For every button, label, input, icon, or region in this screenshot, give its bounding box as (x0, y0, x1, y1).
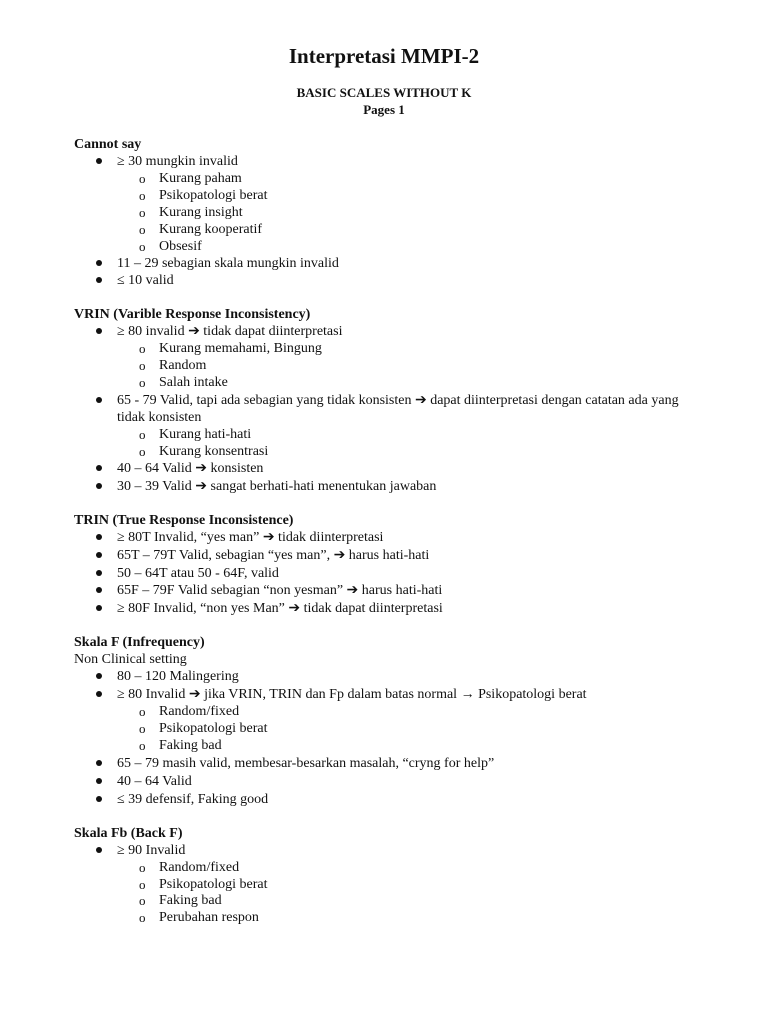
bullet-icon (96, 534, 102, 540)
section-heading-skala-f: Skala F (Infrequency) (74, 635, 205, 650)
sub-bullet-icon: o (139, 171, 146, 186)
sub-bullet-icon: o (139, 188, 146, 203)
sub-bullet-icon: o (139, 877, 146, 892)
sub-bullet-icon: o (139, 860, 146, 875)
bullet-icon (96, 277, 102, 283)
sub-bullet-icon: o (139, 205, 146, 220)
list-item: 11 – 29 sebagian skala mungkin invalid (117, 256, 339, 271)
list-item: 65 – 79 masih valid, membesar-besarkan masalah, “cryng for help” (117, 756, 495, 771)
sub-list-item: Random (159, 358, 207, 373)
sub-bullet-icon: o (139, 358, 146, 373)
bullet-icon (96, 397, 102, 403)
sub-list-item: Psikopatologi berat (159, 877, 268, 892)
sub-bullet-icon: o (139, 910, 146, 925)
list-item: 40 – 64 Valid ➔ konsisten (117, 461, 264, 476)
list-item: ≥ 80T Invalid, “yes man” ➔ tidak diinterpretasi (117, 530, 384, 545)
sub-bullet-icon: o (139, 704, 146, 719)
list-item: 65 - 79 Valid, tapi ada sebagian yang tidak konsisten ➔ dapat diinterpretasi dengan catatan ada yang tidak konsisten (117, 393, 679, 425)
bullet-icon (96, 158, 102, 164)
sub-bullet-icon: o (139, 239, 146, 254)
document-title: Interpretasi MMPI-2 (288, 44, 480, 68)
bullet-icon (96, 847, 102, 853)
section-heading-cannot-say: Cannot say (74, 137, 142, 152)
list-item: ≥ 80F Invalid, “non yes Man” ➔ tidak dapat diinterpretasi (117, 601, 443, 616)
list-item: 40 – 64 Valid (117, 774, 192, 789)
bullet-icon (96, 570, 102, 576)
sub-list-item: Psikopatologi berat (159, 188, 268, 203)
bullet-icon (96, 587, 102, 593)
bullet-icon (96, 328, 102, 334)
sub-bullet-icon: o (139, 427, 146, 442)
page-label: Pages 1 (363, 102, 405, 117)
sub-list-item: Kurang hati-hati (159, 427, 252, 442)
document-subtitle: BASIC SCALES WITHOUT K (296, 85, 472, 100)
bullet-icon (96, 796, 102, 802)
list-item: 50 – 64T atau 50 - 64F, valid (117, 566, 279, 581)
section-heading-trin: TRIN (True Response Inconsistence) (74, 513, 294, 528)
sub-list-item: Obsesif (159, 239, 202, 254)
list-item: ≥ 90 Invalid (117, 843, 186, 858)
sub-list-item: Random/fixed (159, 860, 240, 875)
list-item: ≥ 30 mungkin invalid (117, 154, 238, 169)
list-item: ≤ 39 defensif, Faking good (117, 792, 269, 807)
sub-list-item: Kurang insight (159, 205, 243, 220)
bullet-icon (96, 260, 102, 266)
section-heading-skala-fb: Skala Fb (Back F) (74, 826, 183, 841)
sub-list-item: Psikopatologi berat (159, 721, 268, 736)
list-item: 65T – 79T Valid, sebagian “yes man”, ➔ harus hati-hati (117, 548, 430, 563)
sub-list-item: Faking bad (159, 893, 222, 908)
section-note: Non Clinical setting (74, 652, 187, 667)
sub-list-item: Salah intake (159, 375, 228, 390)
bullet-icon (96, 552, 102, 558)
sub-list-item: Kurang konsentrasi (159, 444, 269, 459)
sub-list-item: Kurang paham (159, 171, 242, 186)
sub-bullet-icon: o (139, 738, 146, 753)
sub-list-item: Faking bad (159, 738, 222, 753)
bullet-icon (96, 673, 102, 679)
sub-bullet-icon: o (139, 222, 146, 237)
bullet-icon (96, 465, 102, 471)
bullet-icon (96, 605, 102, 611)
list-item: 65F – 79F Valid sebagian “non yesman” ➔ harus hati-hati (117, 583, 443, 598)
bullet-icon (96, 691, 102, 697)
sub-list-item: Kurang memahami, Bingung (159, 341, 322, 356)
sub-list-item: Kurang kooperatif (159, 222, 263, 237)
list-item: ≤ 10 valid (117, 273, 174, 288)
bullet-icon (96, 483, 102, 489)
sub-bullet-icon: o (139, 444, 146, 459)
sub-bullet-icon: o (139, 893, 146, 908)
sub-bullet-icon: o (139, 341, 146, 356)
sub-list-item: Perubahan respon (159, 910, 259, 925)
list-item: 80 – 120 Malingering (117, 669, 239, 684)
bullet-icon (96, 778, 102, 784)
sub-list-item: Random/fixed (159, 704, 240, 719)
list-item: ≥ 80 Invalid ➔ jika VRIN, TRIN dan Fp dalam batas normal → Psikopatologi berat (117, 687, 587, 702)
sub-bullet-icon: o (139, 721, 146, 736)
section-heading-vrin: VRIN (Varible Response Inconsistency) (74, 307, 311, 322)
list-item: 30 – 39 Valid ➔ sangat berhati-hati menentukan jawaban (117, 479, 437, 494)
sub-bullet-icon: o (139, 375, 146, 390)
list-item: ≥ 80 invalid ➔ tidak dapat diinterpretasi (117, 324, 343, 339)
bullet-icon (96, 760, 102, 766)
